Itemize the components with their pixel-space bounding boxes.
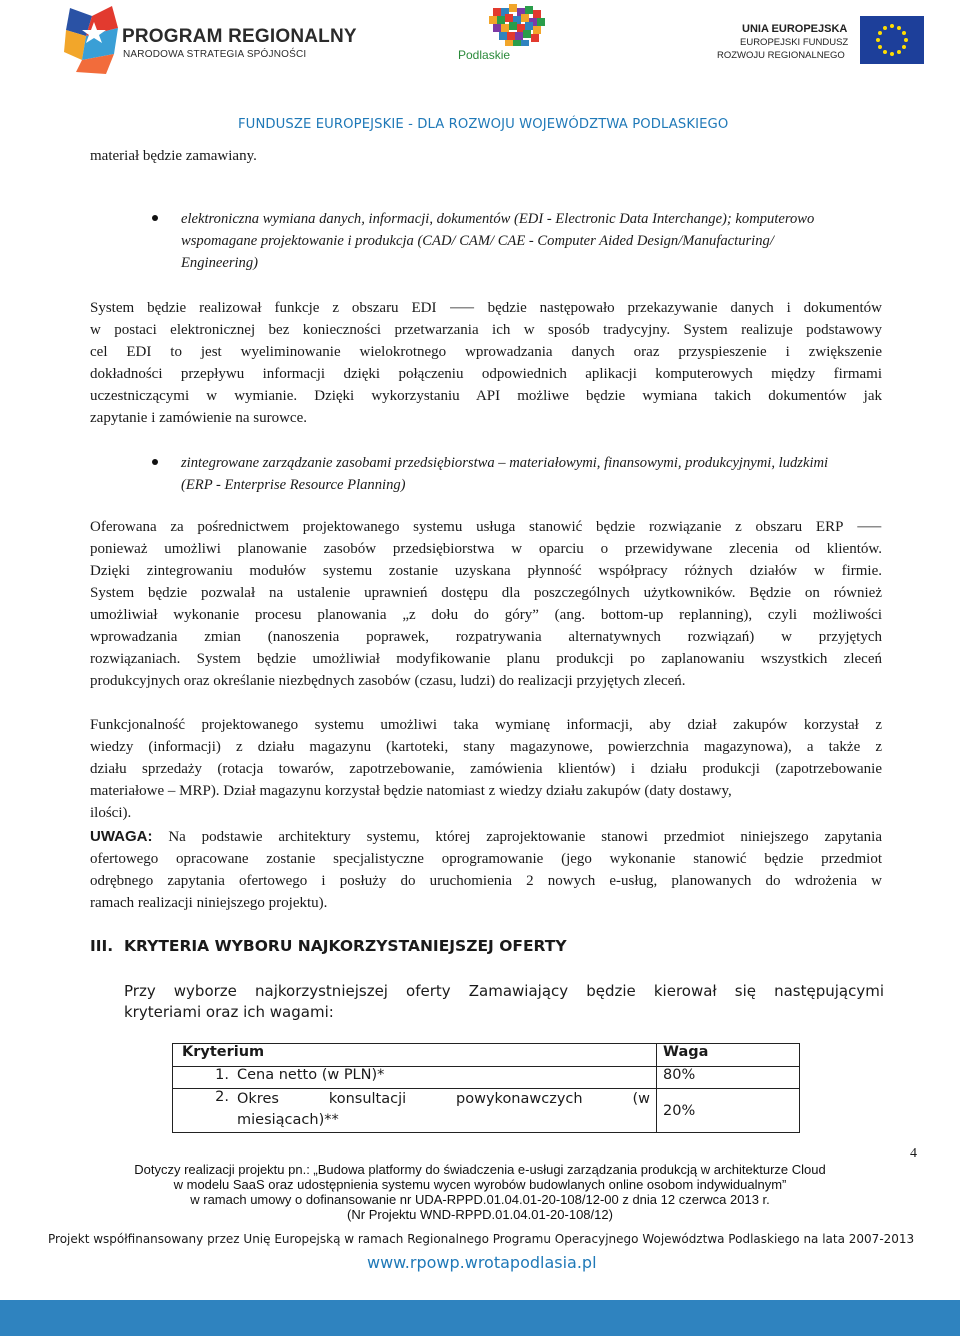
eu-fund-line1: EUROPEJSKI FUNDUSZ xyxy=(740,37,849,48)
bullet-1-text: elektroniczna wymiana danych, informacji, dokumentów (EDI - Electronic Data Interchange); komputerowo wspomagane projektowanie i produkcja (CAD/ CAM/ CAE - Computer Aided Design/Manufacturing/ Engineering) xyxy=(181,211,815,271)
fund-banner: FUNDUSZE EUROPEJSKIE - DLA ROZWOJU WOJEWÓDZTWA PODLASKIEGO xyxy=(238,117,729,132)
paragraph-uwaga: UWAGA: Na podstawie architektury systemu, której zaprojektowanie stanowi przedmiot niniejszego zapytania ofertowego opracowane zostanie specjalistyczne oprogramowanie (jego wykonanie stanowić będzie przedmiot odrębnego zapytania ofertowego i posłuży do uruchomienia 2 nowych e-usług, planowanych do wdrożenia w ramach realizacji niniejszego projektu). xyxy=(90,828,882,911)
criteria-intro: Przy wyborze najkorzystniejszej oferty Zamawiający będzie kierował się następującymi kryteriami oraz ich wagami: xyxy=(124,982,884,1021)
bullet-2-dot xyxy=(152,459,158,465)
table-row xyxy=(173,1067,800,1089)
row-weight: 80% xyxy=(657,1067,800,1089)
row-criterion: Cena netto (w PLN)* xyxy=(233,1067,657,1089)
footer-project-info: Dotyczy realizacji projektu pn.: „Budowa platformy do świadczenia e-usługi zarządzania produkcją w architekturze Cloud w modelu SaaS oraz udostępnienia systemu wycen wyrobów budowlanych online osobom indywidualnym” w ramach umowy o dofinansowanie nr UDA-RPPD.01.04.01-20-108/12-00 z dnia 12 czerwca 2013 r. (Nr Projektu WND-RPPD.01.04.01-20-108/12) xyxy=(134,1162,826,1222)
table-row xyxy=(173,1089,800,1133)
page-number: 4 xyxy=(910,1146,917,1161)
footer-bar xyxy=(0,1300,960,1336)
row-number: 2. xyxy=(173,1089,234,1133)
criteria-table xyxy=(172,1043,800,1133)
eu-flag-icon xyxy=(860,16,924,64)
paragraph-functionality: Funkcjonalność projektowanego systemu umożliwi taka wymianę informacji, aby dział zakupów korzystał z wiedzy (informacji) z działu magazynu (kartoteki, stany magazynowe, powierzchnia magazynowa), a także z działu sprzedaży (rotacja towarów, zapotrzebowanie, zamówienia klientów) i działu produkcji (zapotrzebowanie materiałowe – MRP). Dział magazynu korzystał będzie natomiast z wiedzy działu zakupów (daty dostawy, ilości). xyxy=(90,717,882,821)
header-weight: Waga xyxy=(657,1044,800,1067)
row-number: 1. xyxy=(173,1067,234,1089)
eu-title: UNIA EUROPEJSKA xyxy=(742,23,848,35)
table-header-row xyxy=(173,1044,800,1067)
paragraph-edi: System będzie realizował funkcje z obszaru EDI ⸺ będzie następowało przekazywanie danych i dokumentów w postaci elektronicznej bez konieczności przetwarzania ich w sposób tradycyjny. System realizuje podstawowy cel EDI to jest wyeliminowanie wielokrotnego wprowadzania danych oraz przyspieszenie i zwiększenie dokładności przepływu informacji dzięki połączeniu odpowiednich aplikacji komputerowych między firmami uczestniczącymi w wymianie. Dzięki wykorzystaniu API możliwe będzie wymiana takich dokumentów jak zapytanie i zamówienie na surowce. xyxy=(90,300,882,426)
section-number: III. xyxy=(90,937,114,955)
program-title: PROGRAM REGIONALNY xyxy=(122,26,357,47)
program-subtitle: NARODOWA STRATEGIA SPÓJNOŚCI xyxy=(123,49,307,60)
row-weight: 20% xyxy=(657,1089,800,1133)
bullet-2-text: zintegrowane zarządzanie zasobami przedsiębiorstwa – materiałowymi, finansowymi, produkcyjnymi, ludzkimi (ERP - Enterprise Resource Planning) xyxy=(181,455,829,493)
row-criterion: Okres konsultacji powykonawczych (w miesiącach)** xyxy=(233,1089,657,1133)
intro-line: materiał będzie zamawiany. xyxy=(90,148,257,164)
cofinancing-line: Projekt współfinansowany przez Unię Europejską w ramach Regionalnego Programu Operacyjnego Województwa Podlaskiego na lata 2007-2013 xyxy=(48,1232,915,1246)
eu-fund-line2: ROZWOJU REGIONALNEGO xyxy=(717,50,845,61)
bullet-1-dot xyxy=(152,215,158,221)
paragraph-erp: Oferowana za pośrednictwem projektowanego systemu usługa stanowić będzie rozwiązanie z obszaru ERP ⸺ ponieważ umożliwi planowanie zasobów przedsiębiorstwa w oparciu o przewidywane zlecenia od klientów. Dzięki zintegrowaniu modułów systemu zostanie uzyskana płynność współpracy różnych działów w firmie. System będzie pozwalał na ustalenie uprawnień dostępu dla poszczególnych użytkowników. Będzie on również umożliwiał wykonanie procesu planowania „z dołu do góry” (ang. bottom-up replanning), czyli możliwości wprowadzania zmian (nanoszenia poprawek, rozpatrywania alternatywnych rozwiązań) w przyjętych rozwiązaniach. System będzie umożliwiał modyfikowanie planu produkcji po zaplanowaniu wszystkich zleceń produkcyjnych oraz określanie niezbędnych zasobów (czasu, ludzi) do realizacji przyjętych zleceń. xyxy=(90,519,882,689)
section-title: KRYTERIA WYBORU NAJKORZYSTANIEJSZEJ OFERTY xyxy=(124,937,567,955)
header-criterion: Kryterium xyxy=(173,1044,657,1067)
uwaga-label: UWAGA: xyxy=(90,828,153,845)
podlaskie-label: Podlaskie xyxy=(458,48,511,62)
website-link[interactable]: www.rpowp.wrotapodlasia.pl xyxy=(367,1253,597,1272)
